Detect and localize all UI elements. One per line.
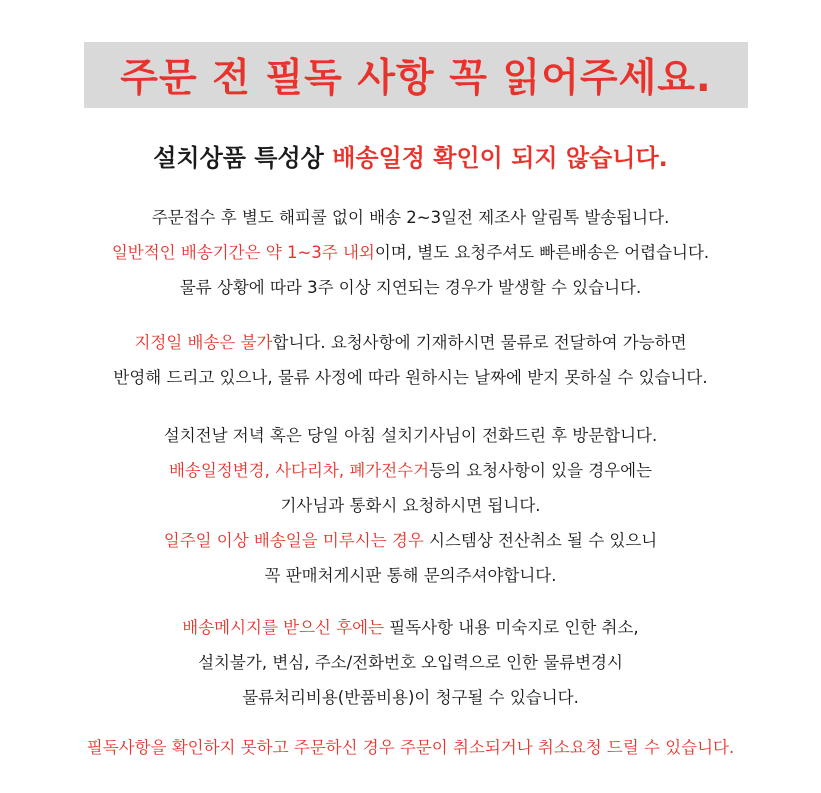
notice-line: 주문접수 후 별도 해피콜 없이 배송 2~3일전 제조사 알림톡 발송됩니다. (151, 208, 670, 227)
notice-line: 설치전날 저녁 혹은 당일 아침 설치기사님이 전화드린 후 방문합니다. (163, 426, 658, 445)
notice-line (0, 610, 821, 645)
notice-highlight: 지정일 배송은 불가 (134, 333, 273, 352)
cancel-notice-block (0, 610, 821, 715)
notice-line (0, 523, 821, 558)
notice-highlight: 일반적인 배송기간은 약 1~3주 내외 (111, 243, 375, 262)
date-notice-block (0, 325, 821, 395)
notice-highlight: 배송일정변경, 사다리차, 폐가전수거 (168, 461, 430, 480)
notice-line: 설치불가, 변심, 주소/전화번호 오입력으로 인한 물류변경시 (198, 653, 623, 672)
notice-text: 필독사항 내용 미숙지로 인한 취소, (384, 618, 639, 637)
page-title: 주문 전 필독 사항 꼭 읽어주세요. (120, 56, 712, 101)
install-notice-block (0, 418, 821, 593)
notice-text: 합니다. 요청사항에 기재하시면 물류로 전달하여 가능하면 (272, 333, 687, 352)
delivery-notice-block (0, 200, 821, 305)
notice-text: 이며, 별도 요청주셔도 빠른배송은 어렵습니다. (374, 243, 710, 262)
subtitle (0, 138, 821, 173)
subtitle-highlight: 배송일정 확인이 되지 않습니다. (332, 144, 668, 172)
notice-highlight: 배송메시지를 받으신 후에는 (182, 618, 385, 637)
notice-line (0, 325, 821, 360)
subtitle-normal: 설치상품 특성상 (153, 144, 333, 172)
notice-line: 꼭 판매처게시판 통해 문의주셔야합니다. (264, 566, 557, 585)
notice-line (0, 235, 821, 270)
notice-line: 물류 상황에 따라 3주 이상 지연되는 경우가 발생할 수 있습니다. (179, 278, 642, 297)
footer-warning: 필독사항을 확인하지 못하고 주문하신 경우 주문이 취소되거나 취소요청 드릴 수 있습니다. (86, 738, 735, 757)
notice-line (0, 453, 821, 488)
notice-highlight: 일주일 이상 배송일을 미루시는 경우 (163, 531, 424, 550)
title-banner (84, 42, 748, 108)
notice-line: 물류처리비용(반품비용)이 청구될 수 있습니다. (242, 688, 579, 707)
notice-line: 반영해 드리고 있으나, 물류 사정에 따라 원하시는 날짜에 받지 못하실 수 있습니다. (113, 368, 708, 387)
notice-line: 기사님과 통화시 요청하시면 됩니다. (280, 496, 541, 515)
notice-text: 등의 요청사항이 있을 경우에는 (429, 461, 653, 480)
notice-text: 시스템상 전산취소 될 수 있으니 (423, 531, 658, 550)
